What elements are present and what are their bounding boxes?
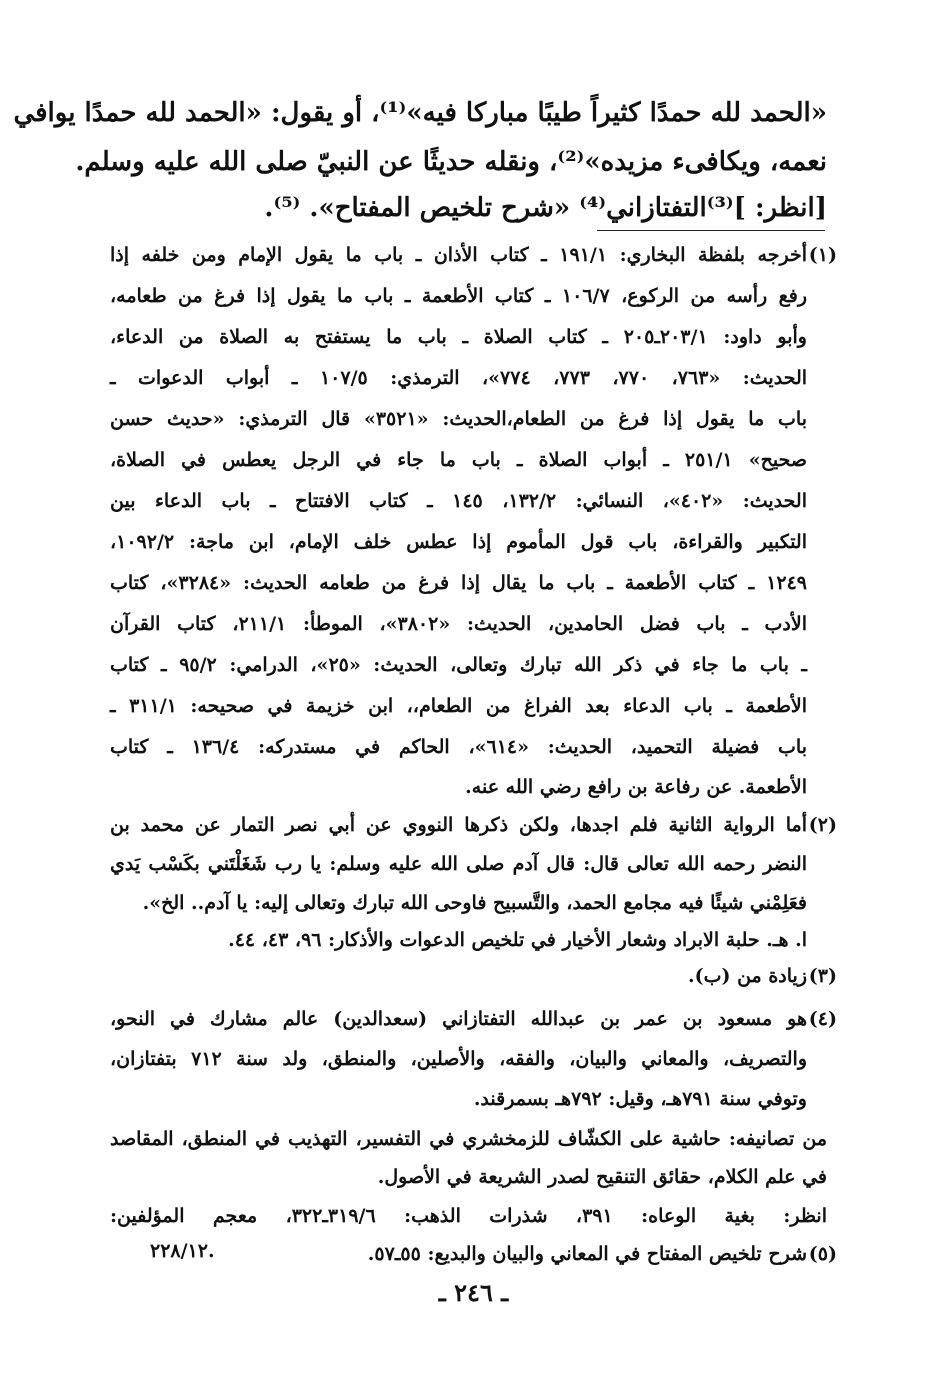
footnote-line: ٢٢٨/١٢. [150, 1240, 215, 1262]
footnote-number: (١) [808, 244, 837, 266]
footnote-line: الأطعمة. عن رفاعة بن رافع رضي الله عنه. [465, 776, 807, 798]
footnote-separator [597, 230, 825, 231]
footnote-line: ـ باب ما جاء في ذكر الله تبارك وتعالى، الحديث: «٢٥»، الدرامي: ٩٥/٢ ـ كتاب [110, 654, 807, 676]
footnote-number: (٢) [808, 814, 837, 836]
footnote-line: وأبو داود: ٢٠٣/١ـ٢٠٥ ـ كتاب الصلاة ـ باب ما يستفتح به الصلاة من الدعاء، [110, 326, 807, 348]
footnote-line: ا. هـ. حلبة الابراد وشعار الأخيار في تلخيص الدعوات والأذكار: ٩٦، ٤٣، ٤٤. [228, 929, 807, 951]
footnote-line: شرح تلخيص المفتاح في المعاني والبيان والبديع: ٥٥ـ٥٧. [367, 1243, 807, 1265]
footnote-line: الأدب ـ باب فضل الحامدين، الحديث: «٣٨٠٢»، الموطأ: ٢١١/١، كتاب القرآن [110, 613, 807, 635]
footnote-number: (٤) [808, 1008, 837, 1030]
footnote-line: من تصانيفه: حاشية على الكشّاف للزمخشري في التفسير، التهذيب في المنطق، المقاصد [110, 1128, 827, 1150]
footnote-line: رفع رأسه من الركوع، ١٠٦/٧ ـ كتاب الأطعمة ـ باب ما يقول إذا فرغ من طعامه، [110, 285, 807, 307]
footnote-line: زيادة من (ب). [687, 965, 807, 987]
footnote-line: ١٢٤٩ ـ كتاب الأطعمة ـ باب ما يقال إذا فرغ من طعامه الحديث: «٣٢٨٤»، كتاب [110, 572, 808, 594]
footnote-line: وتوفي سنة ٧٩١هـ، وقيل: ٧٩٢هـ بسمرقند. [473, 1088, 807, 1110]
footnote-line: والتصريف، والمعاني والبيان، والفقه، والأصلين، والمنطق، ولد سنة ٧١٢ بتفتازان، [110, 1048, 808, 1070]
footnote-line: باب ما يقول إذا فرغ من الطعام،الحديث: «٣٥٢١» قال الترمذي: «حديث حسن [110, 408, 807, 430]
footnote-line: في علم الكلام، حقائق التنقيح لصدر الشريعة في الأصول. [377, 1166, 827, 1188]
main-text-line: نعمه، ويكافىء مزيده»⁽²⁾، ونقله حديثًا عن النبيّ صلى الله عليه وسلم. [75, 147, 827, 177]
page-number: ـ ٢٤٦ ـ [438, 1278, 509, 1307]
footnote-line: هو مسعود بن عمر بن عبدالله التفتازاني (سعدالدين) عالم مشارك في النحو، [110, 1008, 807, 1030]
footnote-line: النضر رحمه الله تعالى قال: قال آدم صلى الله عليه وسلم: يا رب شَغَلْتَني بكَسْب يَدي [110, 853, 807, 875]
main-text-line: «الحمد لله حمدًا كثيراً طيبًا مباركا فيه»⁽¹⁾، أو يقول: «الحمد لله حمدًا يوافي [13, 98, 827, 128]
footnote-number: (٥) [808, 1243, 837, 1265]
main-text-line: [انظر: ]⁽³⁾التفتازاني⁽⁴⁾ «شرح تلخيص المفتاح». ⁽⁵⁾. [264, 193, 827, 223]
footnote-line: أخرجه بلفظة البخاري: ١٩١/١ ـ كتاب الأذان ـ باب ما يقول الإمام ومن خلفه إذا [110, 244, 807, 266]
footnote-line: الحديث: «٤٠٢»، النسائي: ١٣٢/٢، ١٤٥ ـ كتاب الافتتاح ـ باب الدعاء بين [110, 490, 807, 512]
footnote-line: فعَلِمْني شيئًا فيه مجامع الحمد، والتَّسبيح فاوحى الله تبارك وتعالى إليه: يا آدم.. الخ». [142, 892, 807, 914]
footnote-line: التكبير والقراءة، باب قول المأموم إذا عطس خلف الإمام، ابن ماجة: ١٠٩٢/٢، [110, 531, 807, 553]
footnote-number: (٣) [808, 965, 837, 987]
footnote-line: أما الرواية الثانية فلم اجدها، ولكن ذكرها النووي عن أبي نصر التمار عن محمد بن [110, 814, 807, 836]
footnote-line: باب فضيلة التحميد، الحديث: «٦١٤»، الحاكم في مستدركه: ١٣٦/٤ ـ كتاب [110, 736, 807, 758]
footnote-line: صحيح» ٢٥١/١ ـ أبواب الصلاة ـ باب ما جاء في الرجل يعطس في الصلاة، [110, 449, 807, 471]
footnote-line: انظر: بغية الوعاه: ٣٩١، شذرات الذهب: ٣١٩/٦ـ٣٢٢، معجم المؤلفين: [110, 1205, 827, 1227]
footnote-line: الحديث: «٧٦٣، ٧٧٠، ٧٧٣، ٧٧٤»، الترمذي: ١٠٧/٥ ـ أبواب الدعوات ـ [110, 367, 808, 389]
footnote-line: الأطعمة ـ باب الدعاء بعد الفراغ من الطعام،، ابن خزيمة في صحيحه: ٣١١/١ ـ [110, 695, 807, 717]
